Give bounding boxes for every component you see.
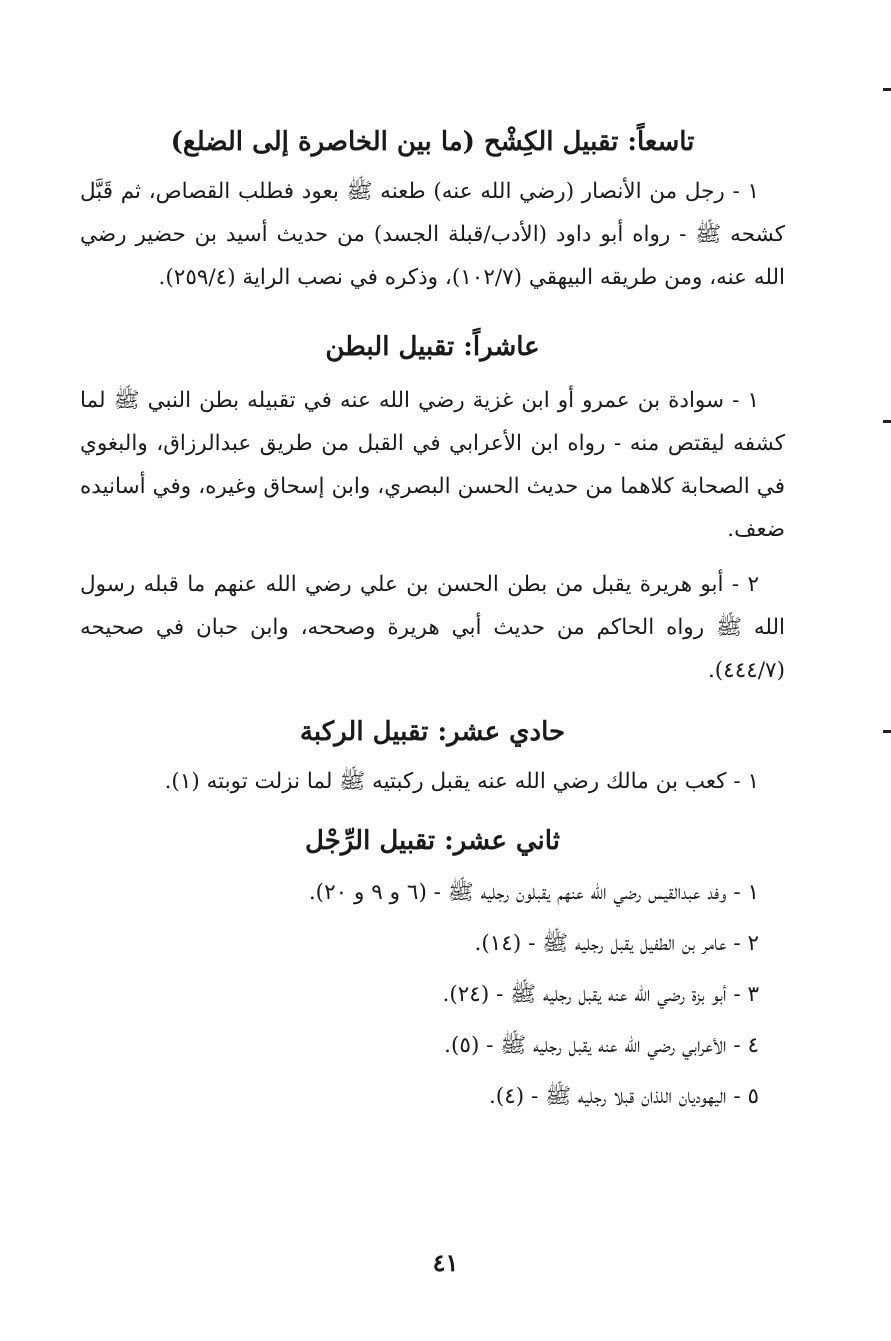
list-item-12-5: ٥ - اليهوديان اللذان قبلا رجليه ﷺ - (٤). — [488, 1084, 759, 1109]
list-item-12-4: ٤ - الأعرابي رضي الله عنه يقبل رجليه ﷺ - (٥). — [444, 1033, 759, 1058]
list-item-12-3: ٣ - أبو بزة رضي الله عنه يقبل رجليه ﷺ - (٢٤). — [442, 982, 759, 1007]
section-heading-11: حادي عشر: تقبيل الركبة — [299, 717, 566, 747]
paragraph-9-1: ١ - رجل من الأنصار (رضي الله عنه) طعنه ﷺ بعود فطلب القصاص، ثم قَبَّل كشحه ﷺ - رواه أبو داود (الأدب/قبلة الجسد) من حديث أسيد بن حضير رضي الله عنه، ومن طريقه البيهقي (١٠٢/٧)، وذكره في نصب الراية (٢٥٩/٤). — [80, 179, 785, 290]
section-heading-10: عاشراً: تقبيل البطن — [325, 332, 540, 362]
page-body — [80, 118, 785, 1118]
paragraph-10-2: ٢ - أبو هريرة يقبل من بطن الحسن بن علي رضي الله عنهم ما قبله رسول الله ﷺ رواه الحاكم من حديث أبي هريرة وصححه، وابن حبان في صحيحه (٤٤٤/٧). — [80, 572, 785, 683]
paragraph-11-1: ١ - كعب بن مالك رضي الله عنه يقبل ركبتيه ﷺ لما نزلت توبته (١). — [164, 769, 759, 794]
section-heading-9: تاسعاً: تقبيل الكِشْح (ما بين الخاصرة إلى الضلع) — [170, 127, 695, 157]
list-item-12-1: ١ - وفد عبدالقيس رضي الله عنهم يقبلون رجليه ﷺ - (٦ و ٩ و ٢٠). — [308, 880, 759, 905]
scan-edge-mark — [883, 730, 891, 733]
page-number: ٤١ — [432, 1248, 459, 1277]
section-heading-12: ثاني عشر: تقبيل الرِّجْل — [305, 826, 560, 856]
paragraph-10-1: ١ - سوادة بن عمرو أو ابن غزية رضي الله عنه في تقبيله بطن النبي ﷺ لما كشفه ليقتص منه - رواه ابن الأعرابي في القبل من طريق عبدالرزاق، والبغوي في الصحابة كلاهما من حديث الحسن البصري، وابن إسحاق وغيره، وفي أسانيده ضعف. — [80, 388, 785, 542]
scan-edge-mark — [883, 420, 891, 423]
list-item-12-2: ٢ - عامر بن الطفيل يقبل رجليه ﷺ - (١٤). — [474, 931, 759, 956]
scan-edge-mark — [883, 88, 891, 91]
